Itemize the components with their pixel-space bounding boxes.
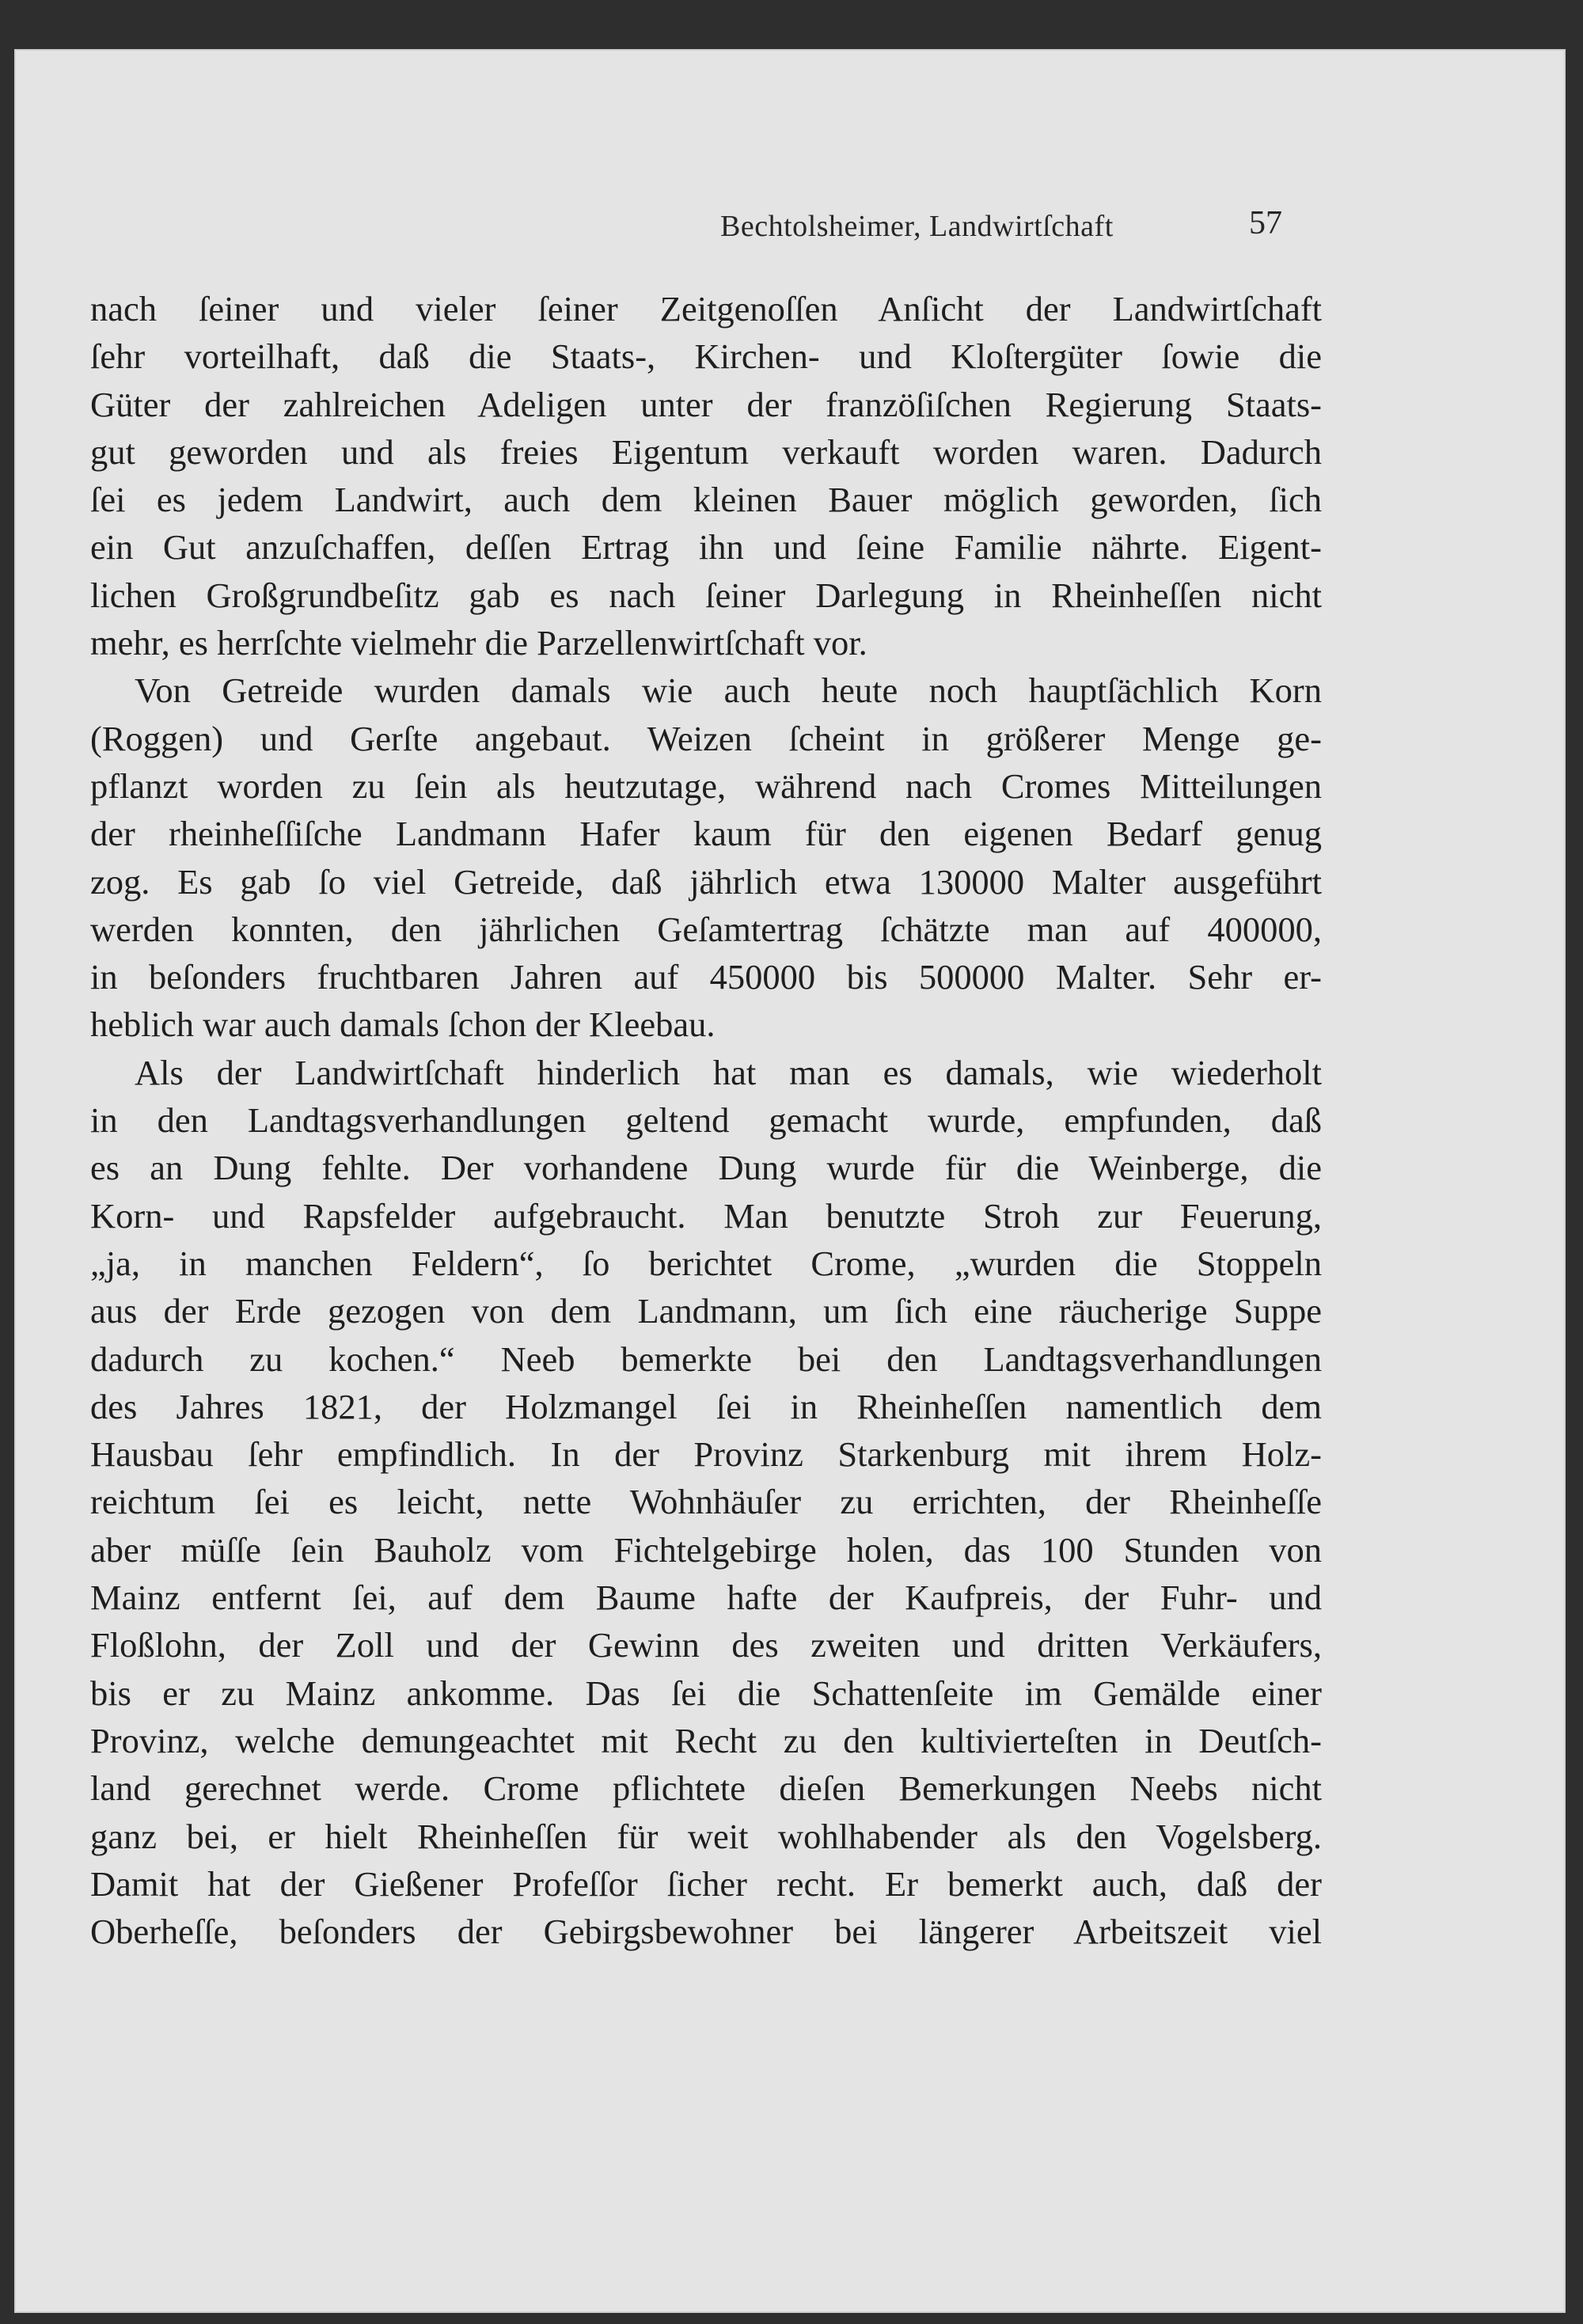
text-line: dadurch zu kochen.“ Neeb bemerkte bei den Landtagsverhandlungen (90, 1339, 1322, 1379)
book-page (14, 49, 1566, 2313)
body-text (90, 285, 1322, 1955)
text-line: Floßlohn, der Zoll und der Gewinn des zweiten und dritten Verkäufers, (90, 1625, 1322, 1665)
running-head: Bechtolsheimer, Landwirtſchaft (720, 210, 1114, 243)
text-line: es an Dung fehlte. Der vorhandene Dung wurde für die Weinberge, die (90, 1148, 1322, 1188)
text-line: pflanzt worden zu ſein als heutzutage, während nach Cromes Mitteilungen (90, 765, 1322, 806)
text-line: aus der Erde gezogen von dem Landmann, um ſich eine räucherige Suppe (90, 1291, 1322, 1331)
text-line: des Jahres 1821, der Holzmangel ſei in Rheinheſſen namentlich dem (90, 1386, 1322, 1426)
text-line: in beſonders fruchtbaren Jahren auf 450000 bis 500000 Malter. Sehr er- (90, 957, 1322, 997)
text-line: Damit hat der Gießener Profeſſor ſicher recht. Er bemerkt auch, daß der (90, 1863, 1322, 1904)
text-line: Korn- und Rapsfelder aufgebraucht. Man benutzte Stroh zur Feuerung, (90, 1195, 1322, 1236)
text-line: bis er zu Mainz ankomme. Das ſei die Schattenſeite im Gemälde einer (90, 1673, 1322, 1713)
text-line: aber müſſe ſein Bauholz vom Fichtelgebirge holen, das 100 Stunden von (90, 1529, 1322, 1570)
text-line: ſei es jedem Landwirt, auch dem kleinen Bauer möglich geworden, ſich (90, 480, 1322, 520)
text-line: land gerechnet werde. Crome pflichtete dieſen Bemerkungen Neebs nicht (90, 1768, 1322, 1809)
paragraph-start-line: Als der Landwirtſchaft hinderlich hat man es damals, wie wiederholt (135, 1052, 1322, 1092)
text-line: zog. Es gab ſo viel Getreide, daß jährlich etwa 130000 Malter ausgeführt (90, 861, 1322, 902)
text-line: in den Landtagsverhandlungen geltend gemacht wurde, empfunden, daß (90, 1100, 1322, 1141)
text-line: werden konnten, den jährlichen Geſamtertrag ſchätzte man auf 400000, (90, 909, 1322, 949)
paragraph-start-line: Von Getreide wurden damals wie auch heute noch hauptſächlich Korn (135, 670, 1322, 711)
text-line: (Roggen) und Gerſte angebaut. Weizen ſcheint in größerer Menge ge- (90, 718, 1322, 758)
text-line: Güter der zahlreichen Adeligen unter der franzöſiſchen Regierung Staats- (90, 384, 1322, 424)
text-line: lichen Großgrundbeſitz gab es nach ſeiner Darlegung in Rheinheſſen nicht (90, 575, 1322, 615)
text-line: gut geworden und als freies Eigentum verkauft worden waren. Dadurch (90, 431, 1322, 472)
text-line: reichtum ſei es leicht, nette Wohnhäuſer zu errichten, der Rheinheſſe (90, 1482, 1322, 1522)
text-line: ein Gut anzuſchaffen, deſſen Ertrag ihn und ſeine Familie nährte. Eigent- (90, 527, 1322, 568)
text-line: Provinz, welche demungeachtet mit Recht zu den kultivierteſten in Deutſch- (90, 1720, 1322, 1760)
text-line: mehr, es herrſchte vielmehr die Parzellenwirtſchaft vor. (90, 623, 867, 663)
text-line: Hausbau ſehr empfindlich. In der Provinz Starkenburg mit ihrem Holz- (90, 1434, 1322, 1475)
text-line: ſehr vorteilhaft, daß die Staats-, Kirchen- und Kloſtergüter ſowie die (90, 336, 1322, 377)
text-line: nach ſeiner und vieler ſeiner Zeitgenoſſen Anſicht der Landwirtſchaft (90, 289, 1322, 328)
text-line: Mainz entfernt ſei, auf dem Baume hafte der Kaufpreis, der Fuhr- und (90, 1578, 1322, 1618)
text-line: heblich war auch damals ſchon der Kleebau. (90, 1004, 716, 1045)
text-line: Oberheſſe, beſonders der Gebirgsbewohner bei längerer Arbeitszeit viel (90, 1912, 1322, 1952)
text-line: der rheinheſſiſche Landmann Hafer kaum für den eigenen Bedarf genug (90, 814, 1322, 854)
page-number: 57 (1249, 205, 1282, 241)
text-line: „ja, in manchen Feldern“, ſo berichtet Crome, „wurden die Stoppeln (90, 1243, 1322, 1283)
text-line: ganz bei, er hielt Rheinheſſen für weit wohlhabender als den Vogelsberg. (90, 1816, 1322, 1856)
